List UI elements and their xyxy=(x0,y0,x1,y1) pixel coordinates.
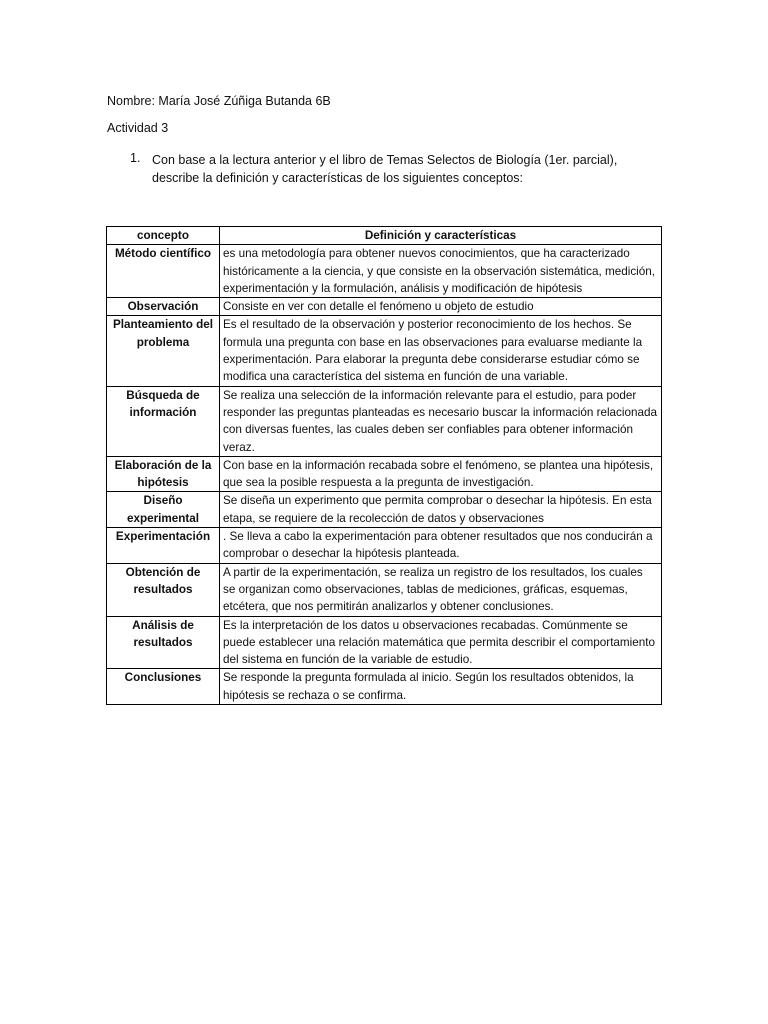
concept-cell: Análisis de resultados xyxy=(107,616,220,669)
definition-cell: Se diseña un experimento que permita comprobar o desechar la hipótesis. En esta etapa, se requiere de la recolección de datos y observaciones xyxy=(220,492,662,528)
table-row xyxy=(107,616,662,669)
concepts-table xyxy=(106,226,662,705)
question-number: 1. xyxy=(130,151,141,165)
table-row xyxy=(107,245,662,298)
definition-cell: . Se lleva a cabo la experimentación para obtener resultados que nos conducirán a comprobar o desechar la hipótesis planteada. xyxy=(220,528,662,564)
concept-cell: Planteamiento del problema xyxy=(107,316,220,386)
question-text: Con base a la lectura anterior y el libro de Temas Selectos de Biología (1er. parcial), describe la definición y características de los siguientes conceptos: xyxy=(152,153,618,185)
table-row xyxy=(107,386,662,456)
student-name-line: Nombre: María José Zúñiga Butanda 6B xyxy=(107,94,331,108)
table-row xyxy=(107,528,662,564)
activity-title: Actividad 3 xyxy=(107,121,169,135)
definition-cell: Es la interpretación de los datos u observaciones recabadas. Comúnmente se puede establecer una relación matemática que permita describir el comportamiento del sistema en función de la variable de estudio. xyxy=(220,616,662,669)
definition-cell: es una metodología para obtener nuevos conocimientos, que ha caracterizado históricamente a la ciencia, y que consiste en la observación sistemática, medición, experimentación y la formulación, análisis y modificación de hipótesis xyxy=(220,245,662,298)
concept-cell: Elaboración de la hipótesis xyxy=(107,456,220,492)
table-row xyxy=(107,316,662,386)
table-header-row xyxy=(107,227,662,245)
header-concept: concepto xyxy=(107,227,220,245)
table-row xyxy=(107,492,662,528)
concept-cell: Experimentación xyxy=(107,528,220,564)
concept-cell: Conclusiones xyxy=(107,669,220,705)
table-row xyxy=(107,669,662,705)
header-definition: Definición y características xyxy=(220,227,662,245)
definition-cell: A partir de la experimentación, se realiza un registro de los resultados, los cuales se organizan como observaciones, tablas de mediciones, gráficas, esquemas, etcétera, que nos permitirán analizarlos y obtener conclusiones. xyxy=(220,563,662,616)
definition-cell: Consiste en ver con detalle el fenómeno u objeto de estudio xyxy=(220,298,662,316)
definition-cell: Se responde la pregunta formulada al inicio. Según los resultados obtenidos, la hipótesis se rechaza o se confirma. xyxy=(220,669,662,705)
concept-cell: Búsqueda de información xyxy=(107,386,220,456)
concept-cell: Obtención de resultados xyxy=(107,563,220,616)
concept-cell: Observación xyxy=(107,298,220,316)
concept-cell: Método científico xyxy=(107,245,220,298)
table-row xyxy=(107,298,662,316)
table-row xyxy=(107,456,662,492)
definition-cell: Con base en la información recabada sobre el fenómeno, se plantea una hipótesis, que sea la posible respuesta a la pregunta de investigación. xyxy=(220,456,662,492)
concept-cell: Diseño experimental xyxy=(107,492,220,528)
table-row xyxy=(107,563,662,616)
definition-cell: Es el resultado de la observación y posterior reconocimiento de los hechos. Se formula una pregunta con base en las observaciones para evaluarse mediante la experimentación. Para elaborar la pregunta debe considerarse estudiar cómo se modifica una característica del sistema en función de una variable. xyxy=(220,316,662,386)
definition-cell: Se realiza una selección de la información relevante para el estudio, para poder responder las preguntas planteadas es necesario buscar la información relacionada con diversas fuentes, las cuales deben ser confiables para obtener información veraz. xyxy=(220,386,662,456)
